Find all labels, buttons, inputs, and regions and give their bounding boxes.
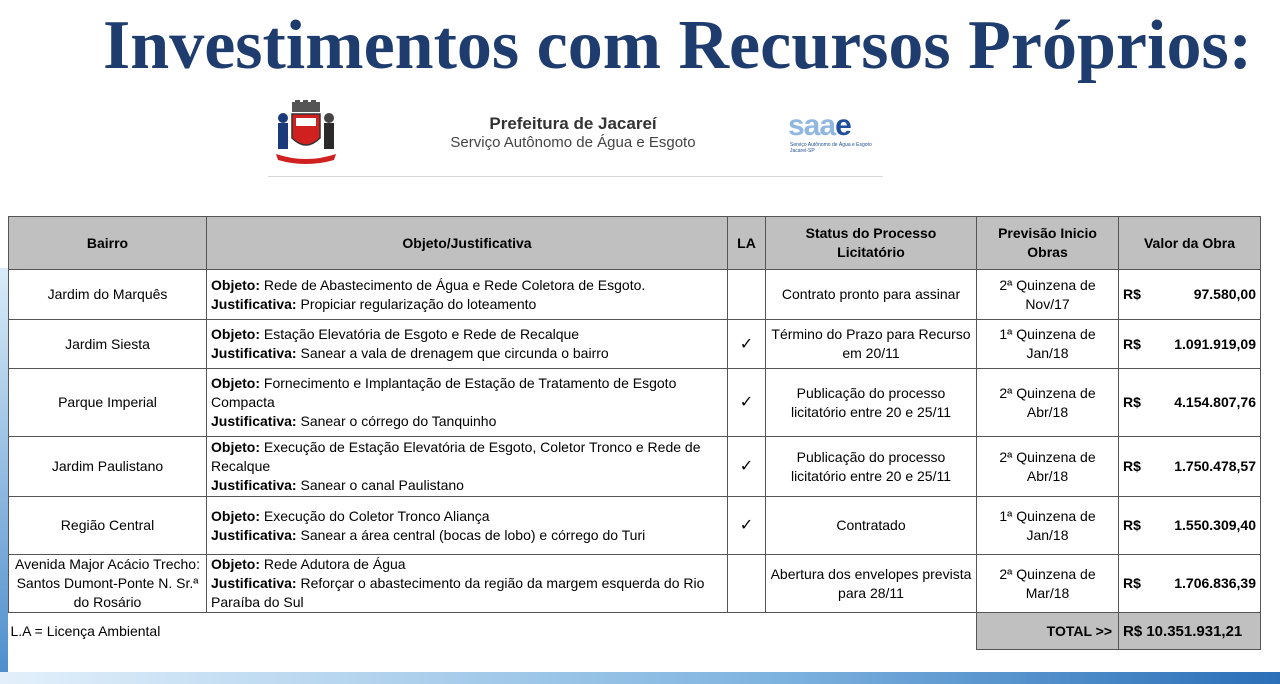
table-row xyxy=(9,270,1261,320)
cell-valor: R$ 4.154.807,76 xyxy=(1119,369,1261,437)
cell-status: Abertura dos envelopes prevista para 28/11 xyxy=(766,555,977,613)
header-la: LA xyxy=(728,217,766,270)
check-icon: ✓ xyxy=(728,320,766,369)
total-value: R$ 10.351.931,21 xyxy=(1119,613,1261,650)
investments-table xyxy=(8,216,1261,650)
cell-previsao: 2ª Quinzena de Mar/18 xyxy=(977,555,1119,613)
cell-valor: R$ 1.750.478,57 xyxy=(1119,437,1261,497)
cell-valor: R$ 97.580,00 xyxy=(1119,270,1261,320)
cell-status: Contratado xyxy=(766,497,977,555)
table-row xyxy=(9,497,1261,555)
letterhead xyxy=(268,96,883,177)
coat-of-arms-icon xyxy=(272,100,340,168)
header-bairro: Bairro xyxy=(9,217,207,270)
total-label: TOTAL >> xyxy=(977,613,1119,650)
cell-valor: R$ 1.706.836,39 xyxy=(1119,555,1261,613)
org-subtitle: Serviço Autônomo de Água e Esgoto xyxy=(450,134,696,151)
check-icon: ✓ xyxy=(728,497,766,555)
cell-bairro: Jardim Paulistano xyxy=(9,437,207,497)
cell-objeto: Objeto: Rede de Abastecimento de Água e Rede Coletora de Esgoto. Justificativa: Propiciar regularização do loteamento xyxy=(207,270,728,320)
cell-status: Contrato pronto para assinar xyxy=(766,270,977,320)
saae-logo: saae Serviço Autônomo de Água e Esgoto Jacareí-SP xyxy=(788,109,872,154)
header-objeto: Objeto/Justificativa xyxy=(207,217,728,270)
slide-title: Investimentos com Recursos Próprios: xyxy=(103,7,1252,84)
cell-previsao: 1ª Quinzena de Jan/18 xyxy=(977,320,1119,369)
cell-status: Término do Prazo para Recurso em 20/11 xyxy=(766,320,977,369)
table-row xyxy=(9,369,1261,437)
cell-objeto: Objeto: Rede Adutora de Água Justificativa: Reforçar o abastecimento da região da margem esquerda do Rio Paraíba do Sul xyxy=(207,555,728,613)
cell-bairro: Jardim Siesta xyxy=(9,320,207,369)
org-name: Prefeitura de Jacareí xyxy=(489,114,657,133)
table-row xyxy=(9,437,1261,497)
cell-bairro: Avenida Major Acácio Trecho: Santos Dumont-Ponte N. Sr.ª do Rosário xyxy=(9,555,207,613)
cell-bairro: Região Central xyxy=(9,497,207,555)
decorative-strip xyxy=(0,268,8,684)
table-row xyxy=(9,555,1261,613)
cell-previsao: 2ª Quinzena de Nov/17 xyxy=(977,270,1119,320)
cell-previsao: 2ª Quinzena de Abr/18 xyxy=(977,437,1119,497)
cell-la xyxy=(728,555,766,613)
cell-valor: R$ 1.091.919,09 xyxy=(1119,320,1261,369)
cell-status: Publicação do processo licitatório entre 20 e 25/11 xyxy=(766,437,977,497)
cell-previsao: 1ª Quinzena de Jan/18 xyxy=(977,497,1119,555)
header-previsao: Previsão Inicio Obras xyxy=(977,217,1119,270)
check-icon: ✓ xyxy=(728,369,766,437)
cell-previsao: 2ª Quinzena de Abr/18 xyxy=(977,369,1119,437)
table-row xyxy=(9,320,1261,369)
table-header-row xyxy=(9,217,1261,270)
header-valor: Valor da Obra xyxy=(1119,217,1261,270)
cell-objeto: Objeto: Fornecimento e Implantação de Estação de Tratamento de Esgoto Compacta Justificativa: Sanear o córrego do Tanquinho xyxy=(207,369,728,437)
cell-bairro: Parque Imperial xyxy=(9,369,207,437)
header-status: Status do Processo Licitatório xyxy=(766,217,977,270)
table-footer-row xyxy=(9,613,1261,650)
cell-status: Publicação do processo licitatório entre 20 e 25/11 xyxy=(766,369,977,437)
check-icon: ✓ xyxy=(728,437,766,497)
decorative-band xyxy=(0,672,1280,684)
legend-note: L.A = Licença Ambiental xyxy=(10,622,161,639)
cell-bairro: Jardim do Marquês xyxy=(9,270,207,320)
cell-la xyxy=(728,270,766,320)
cell-objeto: Objeto: Estação Elevatória de Esgoto e Rede de Recalque Justificativa: Sanear a vala de drenagem que circunda o bairro xyxy=(207,320,728,369)
cell-objeto: Objeto: Execução de Estação Elevatória de Esgoto, Coletor Tronco e Rede de Recalque Justificativa: Sanear o canal Paulistano xyxy=(207,437,728,497)
cell-valor: R$ 1.550.309,40 xyxy=(1119,497,1261,555)
cell-objeto: Objeto: Execução do Coletor Tronco Aliança Justificativa: Sanear a área central (bocas de lobo) e córrego do Turi xyxy=(207,497,728,555)
